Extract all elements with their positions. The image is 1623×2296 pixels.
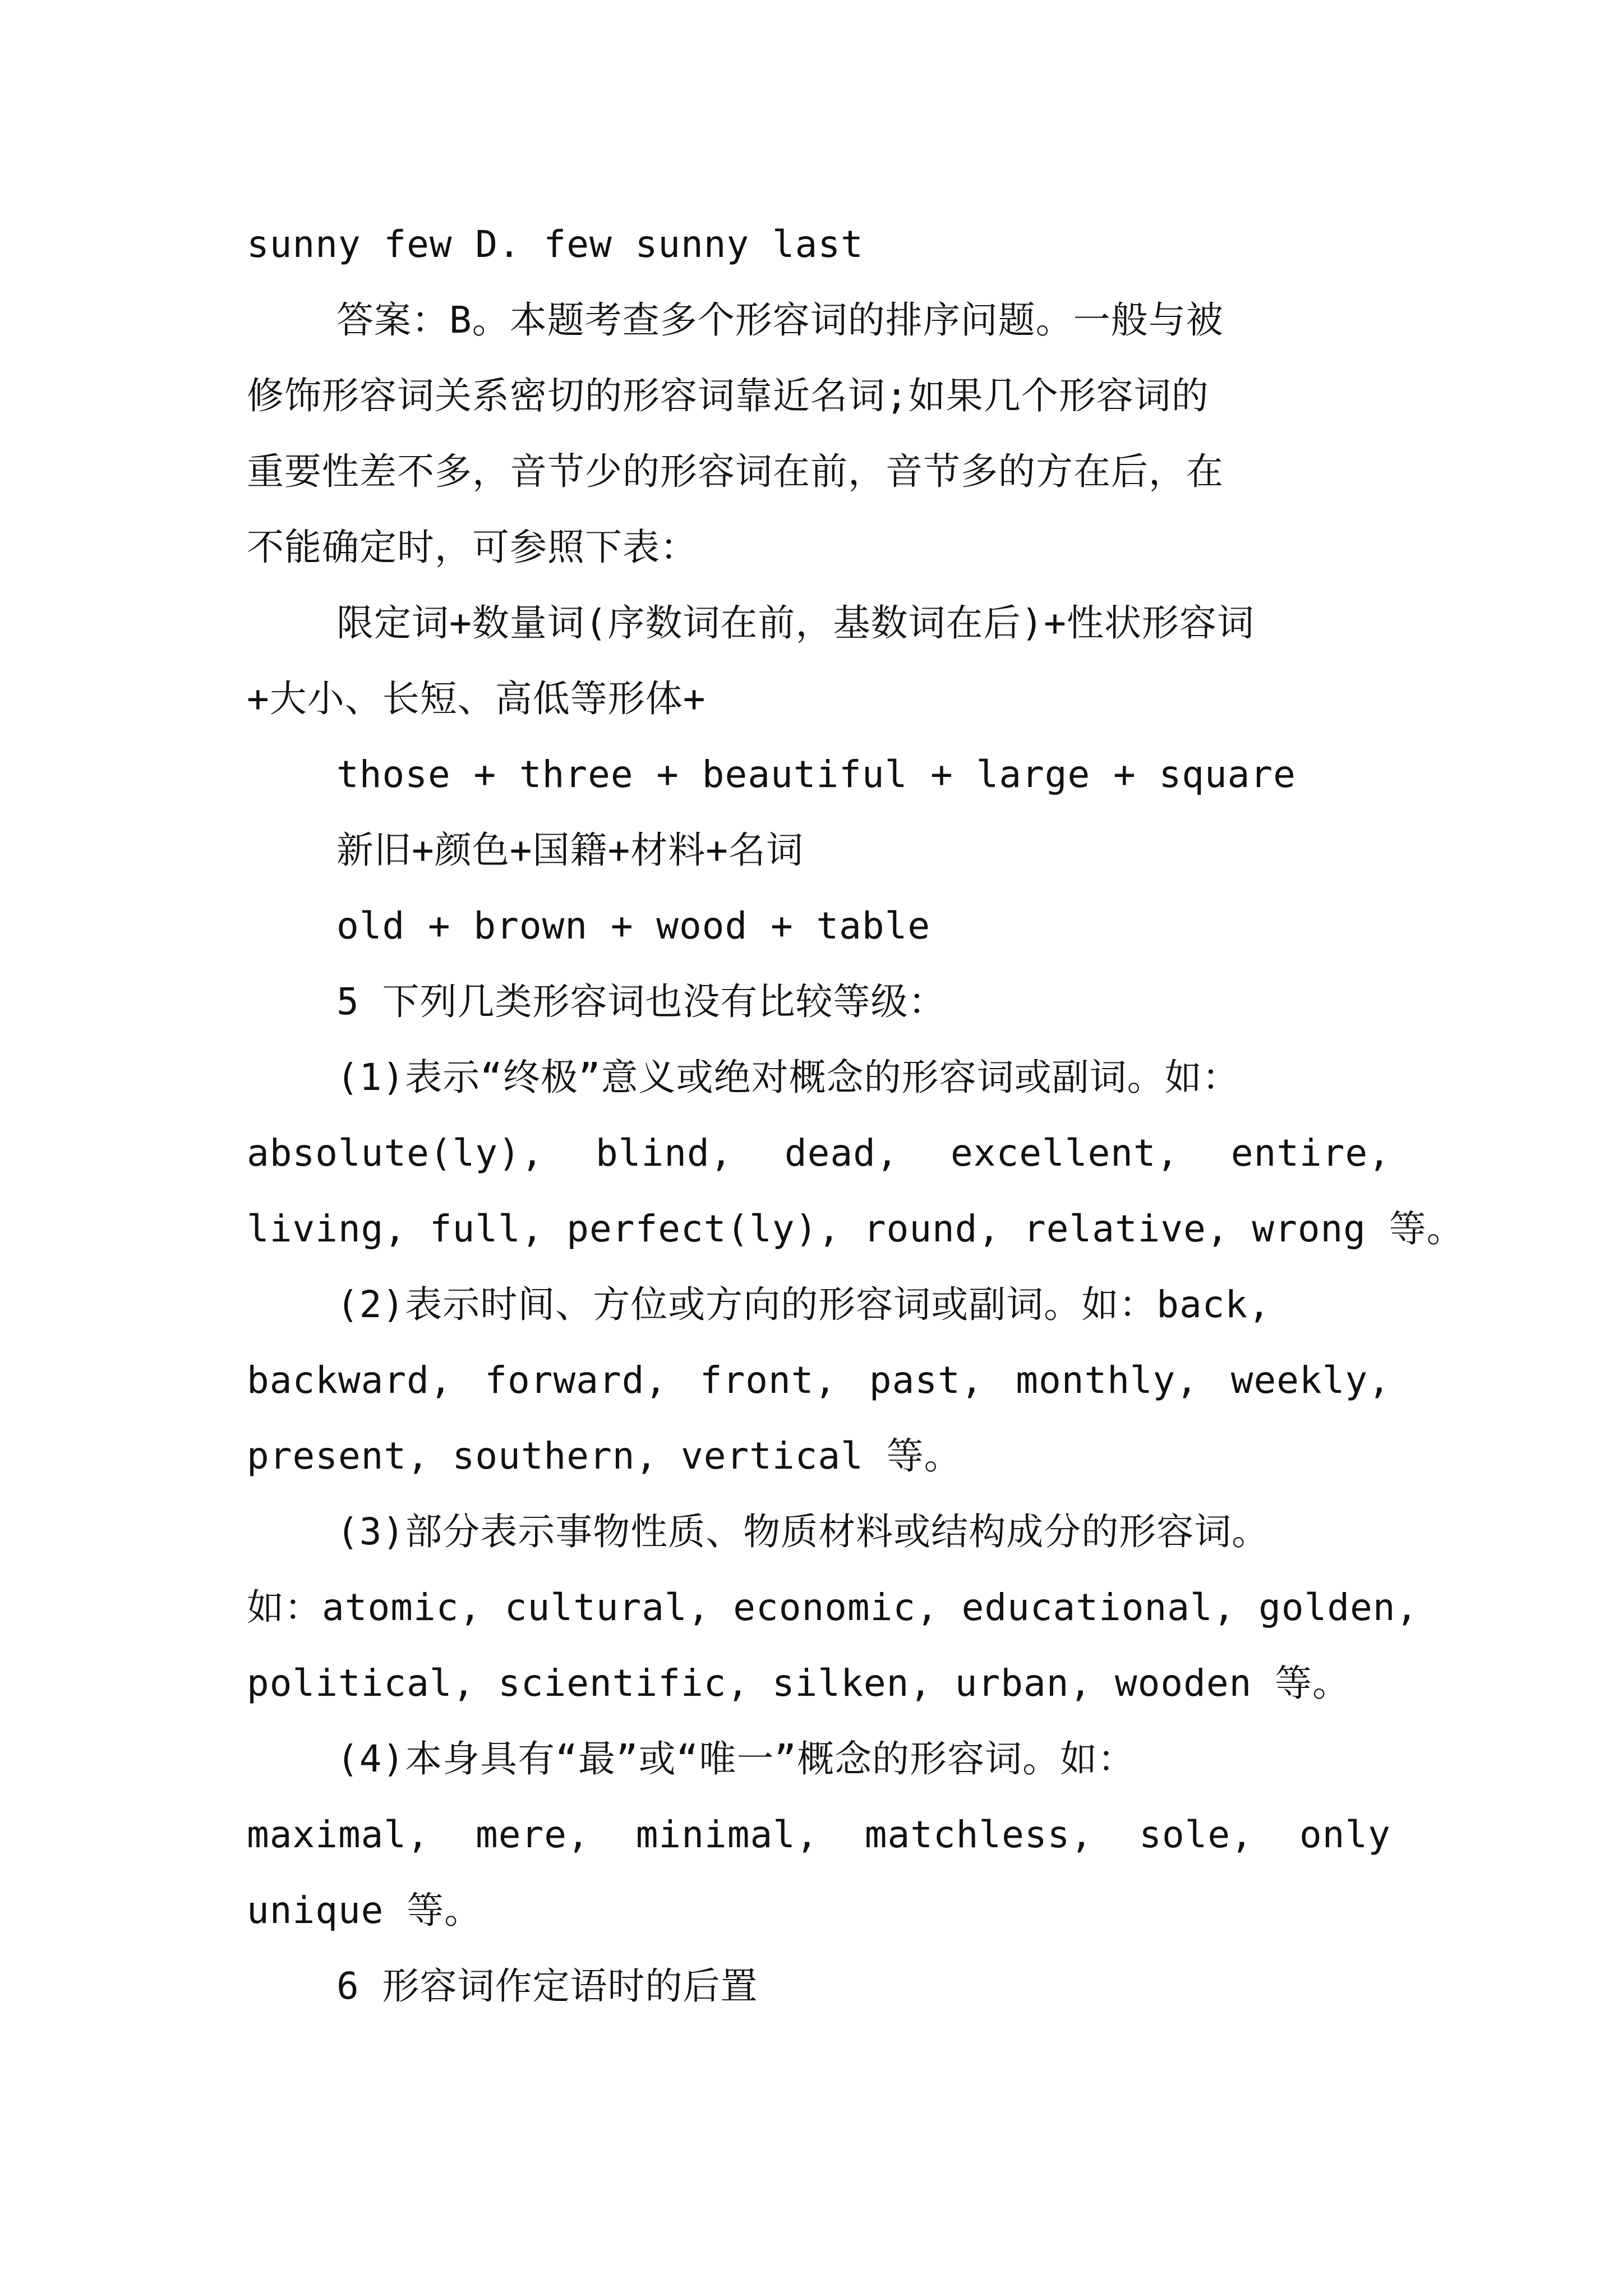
word: maximal, [247,1813,430,1856]
word: sole, [1139,1813,1253,1856]
word: blind, [596,1131,733,1175]
word: matchless, [864,1813,1094,1856]
paragraph-answer-line: 答案：B。本题考查多个形容词的排序问题。一般与被 [336,298,1224,342]
word: entire, [1230,1131,1391,1175]
text-line: sunny few D. few sunny last [247,223,864,266]
text-line: 修饰形容词关系密切的形容词靠近名词;如果几个形容词的 [247,374,1209,417]
order-rule-line: 限定词+数量词(序数词在前，基数词在后)+性状形容词 [336,601,1255,645]
section-heading: 5 下列几类形容词也没有比较等级： [336,980,946,1023]
word-list-line [247,1810,1391,1860]
example-line: old + brown + wood + table [336,904,931,947]
text-line: 不能确定时，可参照下表： [247,526,698,569]
word: minimal, [635,1813,819,1856]
text-line: 重要性差不多，音节少的形容词在前，音节多的方在后，在 [247,450,1224,493]
word: mere, [475,1813,590,1856]
word-list-line [247,1129,1391,1178]
text-line: +大小、长短、高低等形体+ [247,677,706,720]
word-list-line: living, full, perfect(ly), round, relative, wrong 等。 [247,1207,1464,1250]
word-list-line: political, scientific, silken, urban, wooden 等。 [247,1662,1350,1705]
word-list-line: 如：atomic, cultural, economic, educational, golden, [247,1586,1419,1629]
word: past, [869,1359,984,1402]
word: weekly, [1230,1359,1391,1402]
word: only [1299,1813,1391,1856]
word: dead, [784,1131,899,1175]
word: backward, [247,1359,453,1402]
word-list-line: unique 等。 [247,1889,482,1932]
section-heading: 6 形容词作定语时的后置 [336,1964,758,2008]
word: monthly, [1016,1359,1199,1402]
list-item-2: (2)表示时间、方位或方向的形容词或副词。如：back, [336,1283,1271,1326]
example-line: those + three + beautiful + large + square [336,753,1296,796]
list-item-4: (4)本身具有“最”或“唯一”概念的形容词。如： [336,1737,1136,1780]
word: excellent, [951,1131,1179,1175]
word-list-line: present, southern, vertical 等。 [247,1434,962,1478]
word: absolute(ly), [247,1131,544,1175]
word: front, [699,1359,837,1402]
list-item-3: (3)部分表示事物性质、物质材料或结构成分的形容词。 [336,1510,1270,1553]
word: forward, [485,1359,668,1402]
order-rule-line: 新旧+颜色+国籍+材料+名词 [336,829,804,872]
word-list-line [247,1356,1391,1405]
list-item-1: (1)表示“终极”意义或绝对概念的形容词或副词。如： [336,1056,1240,1099]
